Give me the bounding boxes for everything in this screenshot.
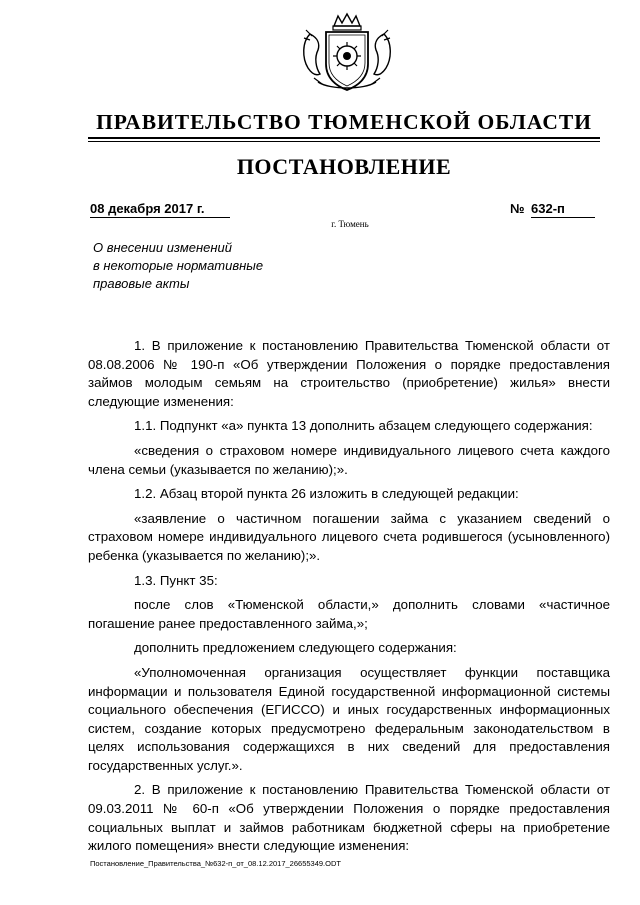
body-paragraph: 1.3. Пункт 35: xyxy=(134,572,218,588)
body-paragraph: 1. В приложение к постановлению Правительства Тюменской области от 08.08.2006 № 190-п «Об утверждении Положения о порядке предоставления займов молодым семьям на строительство (приобретение) жилья» внести следующие изменения: xyxy=(88,338,610,409)
body-paragraph: дополнить предложением следующего содержания: xyxy=(134,640,457,656)
document-number: 632-п xyxy=(531,201,595,218)
document-type: ПОСТАНОВЛЕНИЕ xyxy=(236,154,452,179)
subject-line: в некоторые нормативные xyxy=(93,258,264,273)
document-city: г. Тюмень xyxy=(331,219,369,229)
government-title: ПРАВИТЕЛЬСТВО ТЮМЕНСКОЙ ОБЛАСТИ xyxy=(96,110,592,134)
body-paragraph: 2. В приложение к постановлению Правительства Тюменской области от 09.03.2011 № 60-п «Об утверждении Положения о порядке предоставления социальных выплат и займов работникам бюджетной сферы на приобретение жилого помещения» внести следующие изменения: xyxy=(88,782,610,854)
body-paragraph: 1.1. Подпункт «а» пункта 13 дополнить абзацем следующего содержания: xyxy=(134,418,593,434)
coat-of-arms-icon xyxy=(296,12,398,98)
body-paragraph: «сведения о страховом номере индивидуального лицевого счета каждого члена семьи (указывается по желанию);». xyxy=(88,442,610,477)
document-subject xyxy=(93,239,333,293)
body-paragraph: «Уполномоченная организация осуществляет функции поставщика информации и пользователя Единой государственной информационной системы социального обеспечения (ЕГИССО) и иных государственных информационных систем, создание которых предусмотрено федеральным законодательством в целях использования содержащихся в них сведений для предоставления государственных услуг.». xyxy=(88,664,610,773)
body-paragraph: «заявление о частичном погашении займа с указанием сведений о страховом номере индивидуального лицевого счета родившегося (усыновленного) ребенка (указывается по желанию);». xyxy=(88,510,610,563)
subject-line: правовые акты xyxy=(93,276,190,291)
title-rule-thin xyxy=(88,141,600,142)
body-paragraph: 1.2. Абзац второй пункта 26 изложить в следующей редакции: xyxy=(134,486,519,502)
body-paragraph: после слов «Тюменской области,» дополнить словами «частичное погашение ранее предоставленного займа,»; xyxy=(88,597,610,631)
footer-file-name: Постановление_Правительства_№632-п_от_08.12.2017_26655349.ODT xyxy=(90,859,341,868)
title-rule-thick xyxy=(88,137,600,139)
subject-line: О внесении изменений xyxy=(93,240,232,255)
document-body xyxy=(88,337,610,862)
number-sign: № xyxy=(510,201,525,216)
document-date: 08 декабря 2017 г. xyxy=(90,201,230,218)
